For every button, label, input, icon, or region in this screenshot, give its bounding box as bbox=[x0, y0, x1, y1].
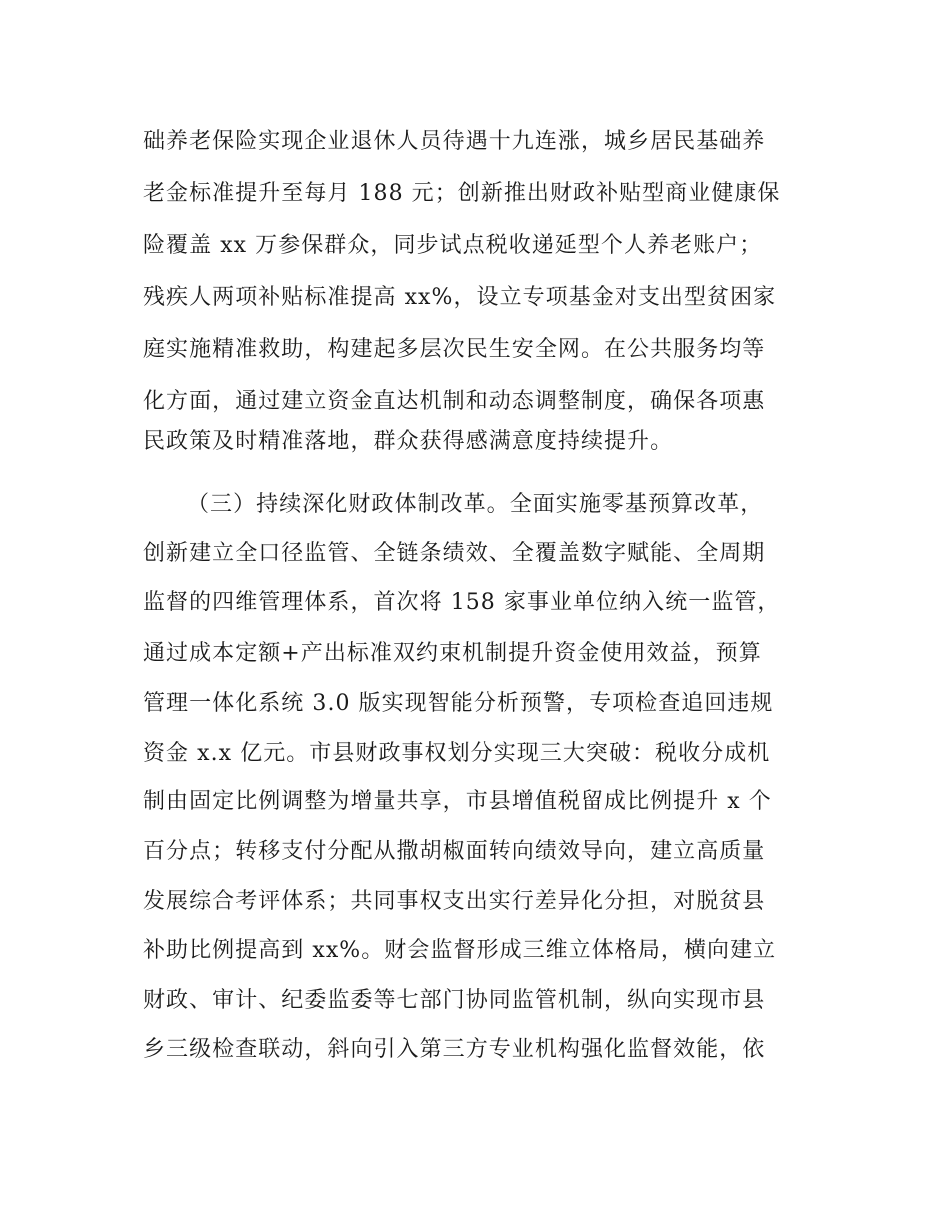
paragraph-line: 乡三级检查联动，斜向引入第三方专业机构强化监督效能，依 bbox=[143, 1037, 766, 1062]
section-heading-line: （三）持续深化财政体制改革。全面实施零基预算改革， bbox=[187, 492, 764, 517]
paragraph-line: 财政、审计、纪委监委等七部门协同监管机制，纵向实现市县 bbox=[143, 988, 766, 1013]
paragraph-line: 老金标准提升至每月 188 元；创新推出财政补贴型商业健康保 bbox=[143, 181, 781, 206]
paragraph-line: 化方面，通过建立资金直达机制和动态调整制度，确保各项惠 bbox=[143, 389, 766, 414]
paragraph-line: 通过成本定额+产出标准双约束机制提升资金使用效益，预算 bbox=[143, 641, 762, 666]
paragraph-line: 础养老保险实现企业退休人员待遇十九连涨，城乡居民基础养 bbox=[143, 129, 766, 154]
paragraph-line: 民政策及时精准落地，群众获得感满意度持续提升。 bbox=[143, 429, 674, 454]
paragraph-line: 资金 x.x 亿元。市县财政事权划分实现三大突破：税收分成机 bbox=[143, 741, 771, 766]
paragraph-line: 险覆盖 xx 万参保群众，同步试点税收递延型个人养老账户； bbox=[143, 233, 763, 258]
paragraph-line: 制由固定比例调整为增量共享，市县增值税留成比例提升 x 个 bbox=[143, 789, 772, 814]
paragraph-line: 补助比例提高到 xx%。财会监督形成三维立体格局，横向建立 bbox=[143, 938, 777, 963]
paragraph-line: 创新建立全口径监管、全链条绩效、全覆盖数字赋能、全周期 bbox=[143, 541, 766, 566]
paragraph-line: 庭实施精准救助，构建起多层次民生安全网。在公共服务均等 bbox=[143, 337, 766, 362]
paragraph-line: 百分点；转移支付分配从撒胡椒面转向绩效导向，建立高质量 bbox=[143, 839, 766, 864]
paragraph-line: 管理一体化系统 3.0 版实现智能分析预警，专项检查追回违规 bbox=[143, 691, 774, 716]
paragraph-line: 发展综合考评体系；共同事权支出实行差异化分担，对脱贫县 bbox=[143, 889, 766, 914]
paragraph-line: 残疾人两项补贴标准提高 xx%，设立专项基金对支出型贫困家 bbox=[143, 285, 777, 310]
paragraph-line: 监督的四维管理体系，首次将 158 家事业单位纳入统一监管， bbox=[143, 590, 781, 615]
